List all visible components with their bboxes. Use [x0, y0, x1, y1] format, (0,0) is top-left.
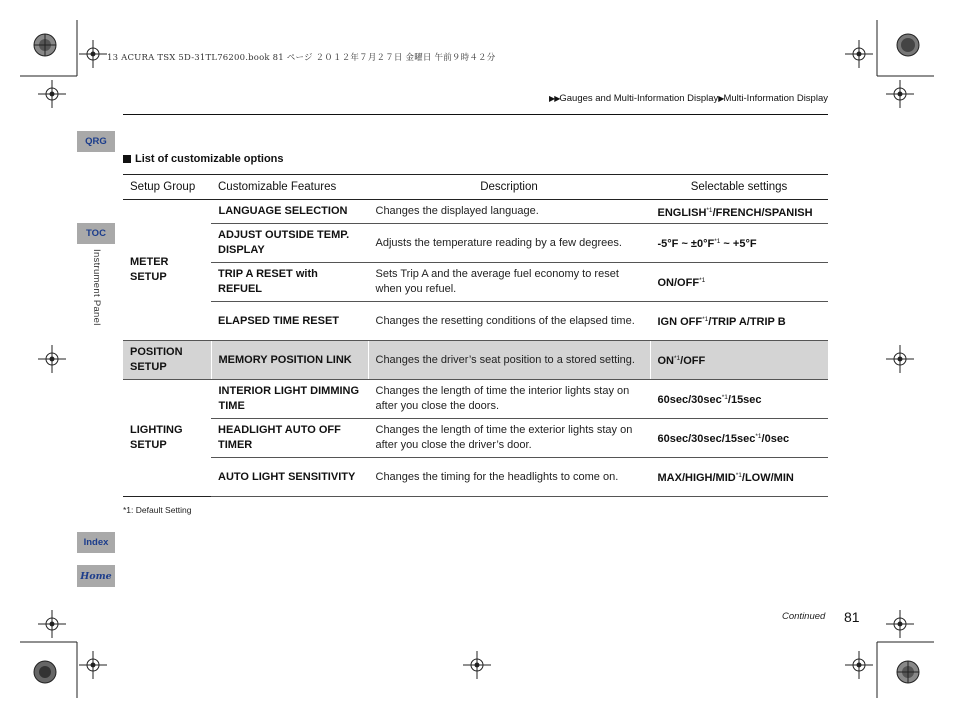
selectable-settings: ENGLISH$^{*1}$/FRENCH/SPANISH	[650, 200, 828, 224]
table-header-row	[123, 175, 828, 200]
footnote: *1: Default Setting	[123, 505, 192, 515]
feature-description: Adjusts the temperature reading by a few degrees.	[368, 224, 650, 263]
print-rosette-icon	[896, 33, 920, 57]
selectable-settings: MAX/HIGH/MID$^{*1}$/LOW/MIN	[650, 458, 828, 497]
header-description: Description	[368, 175, 650, 200]
feature-description: Changes the resetting conditions of the elapsed time.	[368, 302, 650, 341]
feature-description: Sets Trip A and the average fuel economy to reset when you refuel.	[368, 263, 650, 302]
selectable-settings: -5°F ~ ±0°F$^{*1}$ ~ +5°F	[650, 224, 828, 263]
registration-mark-icon	[38, 610, 66, 638]
feature-description: Changes the length of time the interior lights stay on after you close the doors.	[368, 380, 650, 419]
home-tab[interactable]	[77, 565, 115, 587]
print-header: 13 ACURA TSX 5D-31TL76200.book 81 ページ ２０１２年７月２７日 金曜日 午前９時４２分	[107, 53, 496, 63]
table-row	[123, 302, 828, 341]
group-meter-setup: METER SETUP	[123, 200, 211, 341]
chapter-label: Instrument Panel	[91, 249, 102, 326]
feature-description: Changes the driver’s seat position to a stored setting.	[368, 341, 650, 380]
feature-name: INTERIOR LIGHT DIMMING TIME	[211, 380, 368, 419]
selectable-settings: ON/OFF$^{*1}$	[650, 263, 828, 302]
page-number: 81	[844, 609, 860, 625]
registration-mark-icon	[79, 40, 107, 68]
print-rosette-icon	[33, 660, 57, 684]
header-settings: Selectable settings	[650, 175, 828, 200]
table-row	[123, 419, 828, 458]
continued-label: Continued	[782, 611, 826, 622]
selectable-settings: ON$^{*1}$/OFF	[650, 341, 828, 380]
registration-mark-icon	[38, 345, 66, 373]
feature-name: AUTO LIGHT SENSITIVITY	[211, 458, 368, 497]
table-row	[123, 458, 828, 497]
print-rosette-icon	[896, 660, 920, 684]
table-row	[123, 341, 828, 380]
square-bullet-icon	[123, 155, 131, 163]
table-row	[123, 224, 828, 263]
table-row	[123, 200, 828, 224]
header-rule	[123, 114, 828, 115]
feature-description: Changes the length of time the exterior lights stay on after you close the driver’s door.	[368, 419, 650, 458]
toc-tab[interactable]: TOC	[77, 223, 115, 244]
feature-name: HEADLIGHT AUTO OFF TIMER	[211, 419, 368, 458]
breadcrumb-link-gauges[interactable]: Gauges and Multi-Information Display	[559, 93, 719, 104]
feature-description: Changes the displayed language.	[368, 200, 650, 224]
breadcrumb-current: Multi-Information Display	[723, 93, 828, 104]
selectable-settings: 60sec/30sec$^{*1}$/15sec	[650, 380, 828, 419]
registration-mark-icon	[886, 345, 914, 373]
header-setup-group: Setup Group	[123, 175, 211, 200]
registration-mark-icon	[845, 40, 873, 68]
selectable-settings: IGN OFF$^{*1}$/TRIP A/TRIP B	[650, 302, 828, 341]
index-tab[interactable]: Index	[77, 532, 115, 553]
breadcrumb-separator-icon: ▶	[718, 94, 724, 103]
table-row	[123, 263, 828, 302]
qrg-tab[interactable]: QRG	[77, 131, 115, 152]
group-position-setup: POSITION SETUP	[123, 341, 211, 380]
section-title	[123, 153, 284, 165]
selectable-settings: 60sec/30sec/15sec$^{*1}$/0sec	[650, 419, 828, 458]
registration-mark-icon	[886, 610, 914, 638]
registration-mark-icon	[463, 651, 491, 679]
header-features: Customizable Features	[211, 175, 368, 200]
feature-name: ELAPSED TIME RESET	[211, 302, 368, 341]
breadcrumb-marker-icon: ▶▶	[549, 94, 560, 103]
registration-mark-icon	[38, 80, 66, 108]
feature-name: LANGUAGE SELECTION	[211, 200, 368, 224]
home-tab-label: Home	[80, 570, 112, 582]
table-row	[123, 380, 828, 419]
breadcrumb	[549, 93, 828, 104]
feature-name: MEMORY POSITION LINK	[211, 341, 368, 380]
feature-name: ADJUST OUTSIDE TEMP. DISPLAY	[211, 224, 368, 263]
feature-description: Changes the timing for the headlights to come on.	[368, 458, 650, 497]
section-title-text: List of customizable options	[135, 153, 284, 165]
group-lighting-setup: LIGHTING SETUP	[123, 380, 211, 497]
registration-mark-icon	[79, 651, 107, 679]
registration-mark-icon	[886, 80, 914, 108]
customizable-options-table	[123, 174, 828, 497]
print-rosette-icon	[33, 33, 57, 57]
feature-name: TRIP A RESET with REFUEL	[211, 263, 368, 302]
registration-mark-icon	[845, 651, 873, 679]
